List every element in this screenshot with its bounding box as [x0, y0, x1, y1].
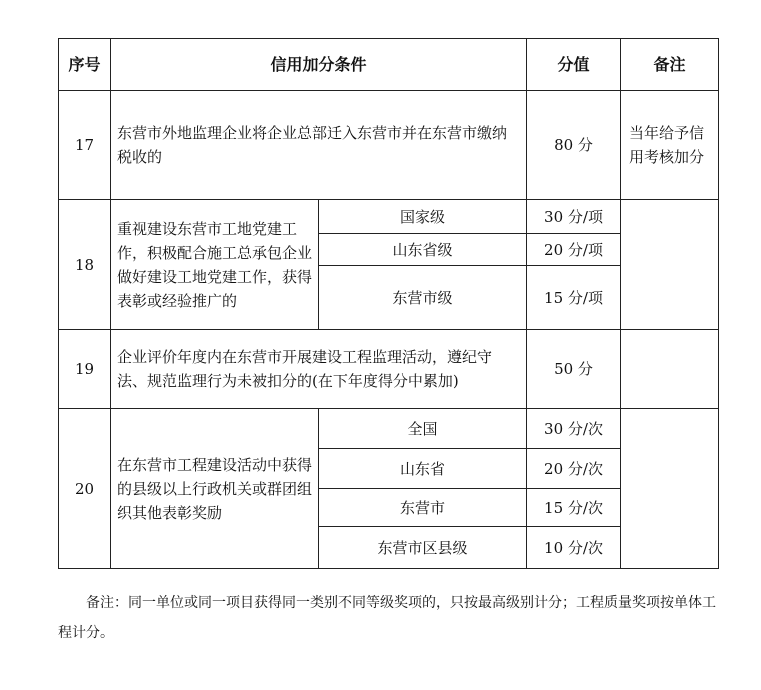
score-value: 10 分/次: [527, 527, 621, 569]
row-number: 18: [59, 200, 111, 330]
score-value: 30 分/次: [527, 409, 621, 449]
table-row: [59, 91, 719, 200]
score-value: 50 分: [527, 330, 621, 409]
credit-score-table: [58, 38, 719, 569]
level-name: 东营市区县级: [319, 527, 527, 569]
score-value: 80 分: [527, 91, 621, 200]
header-remark: 备注: [621, 39, 719, 91]
condition-text: 东营市外地监理企业将企业总部迁入东营市并在东营市缴纳税收的: [111, 91, 527, 200]
level-name: 山东省级: [319, 234, 527, 266]
level-name: 国家级: [319, 200, 527, 234]
condition-text: 重视建设东营市工地党建工作，积极配合施工总承包企业做好建设工地党建工作，获得表彰或经验推广的: [111, 200, 319, 330]
header-condition: 信用加分条件: [111, 39, 527, 91]
table-row: [59, 200, 719, 234]
header-score: 分值: [527, 39, 621, 91]
score-value: 15 分/项: [527, 266, 621, 330]
table-row: [59, 330, 719, 409]
level-name: 东营市: [319, 489, 527, 527]
row-number: 20: [59, 409, 111, 569]
table-row: [59, 409, 719, 449]
condition-text: 企业评价年度内在东营市开展建设工程监理活动，遵纪守法、规范监理行为未被扣分的(在下年度得分中累加): [111, 330, 527, 409]
condition-text: 在东营市工程建设活动中获得的县级以上行政机关或群团组织其他表彰奖励: [111, 409, 319, 569]
footnote: 备注：同一单位或同一项目获得同一类别不同等级奖项的，只按最高级别计分；工程质量奖项按单体工程计分。: [58, 595, 716, 641]
score-value: 20 分/次: [527, 449, 621, 489]
table-header-row: [59, 39, 719, 91]
score-value: 30 分/项: [527, 200, 621, 234]
remark-empty: [621, 330, 719, 409]
score-value: 20 分/项: [527, 234, 621, 266]
remark-empty: [621, 200, 719, 330]
level-name: 全国: [319, 409, 527, 449]
header-no: 序号: [59, 39, 111, 91]
row-number: 17: [59, 91, 111, 200]
remark-text: 当年给予信用考核加分: [621, 91, 719, 200]
remark-empty: [621, 409, 719, 569]
level-name: 山东省: [319, 449, 527, 489]
score-value: 15 分/次: [527, 489, 621, 527]
row-number: 19: [59, 330, 111, 409]
level-name: 东营市级: [319, 266, 527, 330]
